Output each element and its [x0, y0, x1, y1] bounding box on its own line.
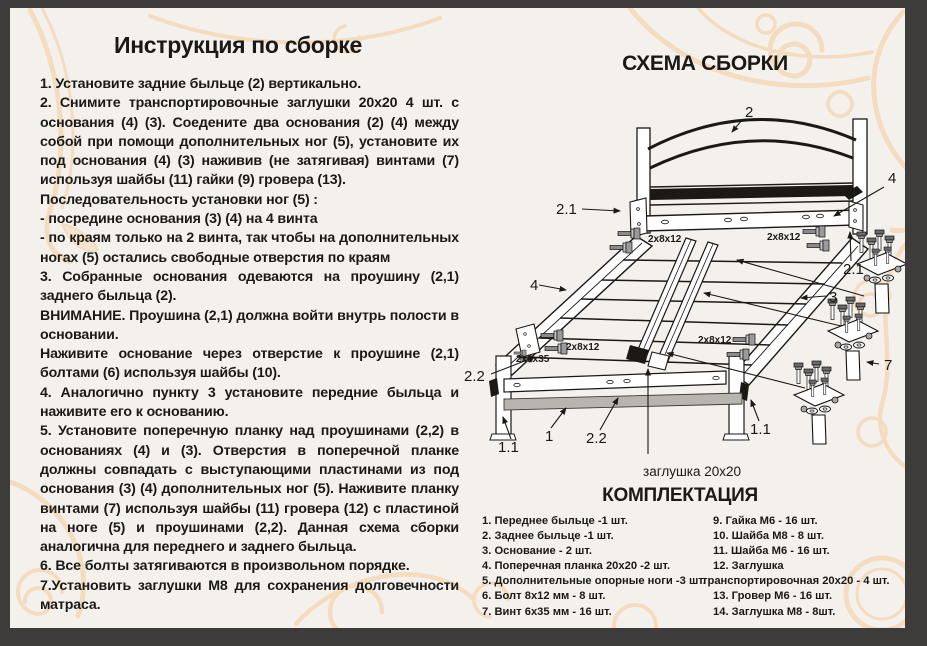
support-leg-kit-3 [794, 361, 844, 444]
front-plank [504, 371, 726, 392]
parts-list-item: 14. Заглушка М8 - 8шт. [713, 605, 836, 618]
parts-list-item: 2. Заднее быльце -1 шт. [482, 530, 614, 543]
callout-label-base-side: 3 [829, 289, 838, 306]
instruction-paragraph: ВНИМАНИЕ. Проушина (2,1) должна войти внутрь полости в основании. [40, 307, 459, 343]
dim-label-screws-rail-end: 2х6х35 [516, 354, 550, 365]
callout-label-base-right: 4 [888, 170, 897, 187]
callout-label-front-leg-right: 1.1 [750, 421, 771, 438]
parts-list-item: 1. Переднее быльце -1 шт. [482, 515, 628, 527]
parts-title: КОМПЛЕКТАЦИЯ [602, 485, 758, 506]
instruction-paragraph: - посредине основания (3) (4) на 4 винта [40, 211, 318, 228]
parts-list-item: 5. Дополнительные опорные ноги -3 шт. [482, 575, 706, 588]
instruction-paragraph: 6. Все болты затягиваются в произвольном порядке. [40, 558, 410, 575]
front-bar [504, 393, 742, 410]
callout-label-base-left: 4 [530, 277, 539, 294]
parts-list-item: 7. Винт 6х35 мм - 16 шт. [482, 605, 612, 618]
page-title: Инструкция по сборке [113, 32, 363, 58]
parts-list-item: 9. Гайка М6 - 16 шт. [713, 515, 818, 527]
parts-list-item: 4. Поперечная планка 20х20 -2 шт. [482, 560, 671, 573]
instruction-paragraph: Последовательность установки ног (5) : [40, 191, 318, 208]
support-leg-kit-2 [828, 297, 878, 380]
parts-list-item: 13. Гровер М6 - 16 шт. [713, 590, 833, 603]
instruction-paragraph: - по краям только на 2 винта, так чтобы на дополнительных ногах (5) остались свободные отверстия по краям [40, 230, 459, 266]
dim-label-bolts-top-left: 2х8х12 [648, 234, 682, 245]
callout-label-plank-left: 2.2 [464, 368, 485, 385]
parts-list-item: 11. Шайба М6 - 16 шт. [713, 545, 830, 558]
callout-label-front-bar: 1 [545, 428, 554, 445]
callout-label-support-leg: 7 [884, 357, 893, 374]
callout-label-headboard: 2 [745, 104, 754, 121]
instruction-text [40, 75, 459, 615]
instruction-sheet [10, 8, 905, 628]
dim-label-bolts-mid: 2х8х12 [698, 335, 732, 346]
headboard [630, 119, 867, 237]
dim-label-bolts-rail-end: 2х8х12 [566, 342, 600, 353]
callout-labels [464, 104, 896, 479]
instruction-paragraph: 7.Установить заглушки М8 для сохранения долговечности матраса. [40, 577, 459, 614]
parts-list-left [482, 514, 712, 620]
instruction-paragraph: Наживите основание через отверстие к проушине (2,1) болтами (6) используя шайбы (10). [40, 346, 459, 382]
scheme-title: СХЕМА СБОРКИ [622, 52, 788, 75]
headboard-crossbar [644, 210, 858, 231]
dim-label-bolts-top-right: 2х8х12 [767, 232, 801, 243]
callout-label-lug-right: 2.1 [843, 261, 864, 278]
instruction-paragraph: 3. Собранные основания одеваются на проушину (2,1) заднего быльца (2). [40, 268, 459, 305]
support-leg-kit-1 [857, 230, 905, 313]
instruction-paragraph: 1. Установите задние быльце (2) вертикально. [40, 76, 362, 92]
parts-list-item: 6. Болт 8х12 мм - 8 шт. [482, 590, 606, 603]
parts-list-right [702, 514, 905, 620]
callout-label-plank-bottom: 2.2 [586, 430, 607, 447]
assembly-diagram [460, 90, 905, 480]
front-frame [489, 356, 749, 440]
callout-label-lug-left: 2.1 [556, 201, 577, 218]
parts-list-item: транспортировочная 20х20 - 4 шт. [702, 575, 890, 588]
parts-list-item: 12. Заглушка [713, 560, 784, 573]
front-leg-left [496, 356, 511, 436]
parts-list-item: 3. Основание - 2 шт. [482, 545, 592, 558]
instruction-paragraph: 4. Аналогично пункту 3 установите передние быльца и наживите его к основанию. [40, 384, 459, 421]
parts-list-item: 10. Шайба М8 - 8 шт. [713, 530, 824, 543]
instruction-paragraph: 2. Снимите транспортировочные заглушки 20х20 4 шт. с основания (4) (3). Соедените два основания (2) (4) между собой при помощи дополнительных ног (5), установите их под основания (4) (3) наживив (не затягивая) винтами (7) используя шайбы (11) гайки (9) гровера (13). [40, 95, 459, 189]
cap-caption: заглушка 20х20 [643, 464, 742, 479]
callout-label-front-leg-left: 1.1 [498, 439, 519, 456]
instruction-paragraph: 5. Установите поперечную планку над проушинами (2,2) в основаниях (4) и (3). Отверстия в поперечной планке должны совпадать с выступающими пластинами из под основания (3) (4) дополнительных ног (5). Наживите планку винтами (7) используя шайбы (11) гровера (12) с пластиной на ноге (5) и проушинами (2,2). Данная схема сборки аналогична для переднего и заднего быльца. [40, 423, 459, 556]
